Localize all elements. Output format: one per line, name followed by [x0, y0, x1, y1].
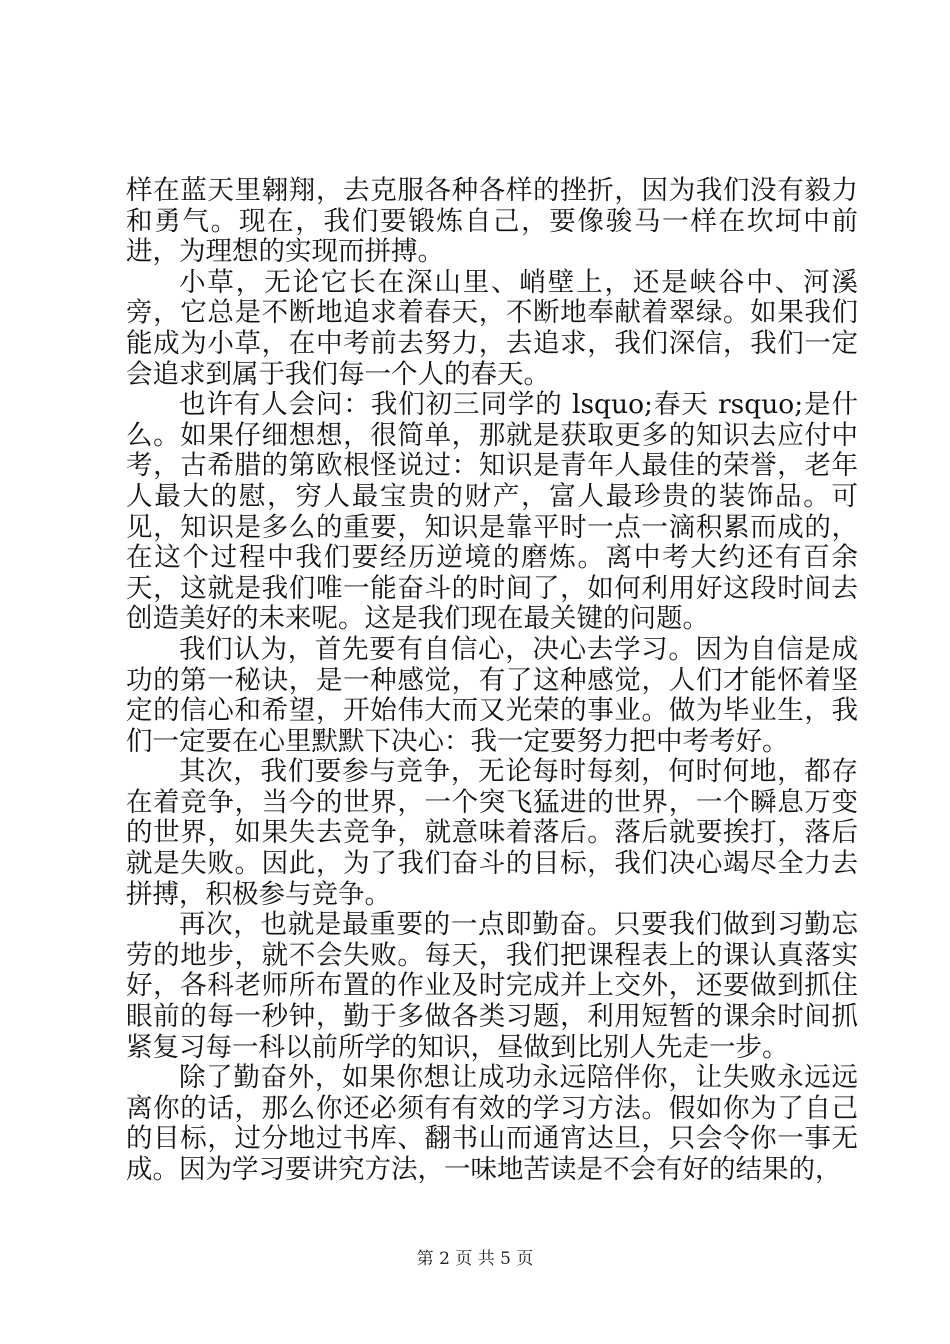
paragraph: 我们认为，首先要有自信心，决心去学习。因为自信是成功的第一秘诀，是一种感觉，有了这种感觉，人们才能怀着坚定的信心和希望，开始伟大而又光荣的事业。做为毕业生，我们一定要在心里默默下决心：我一定要努力把中考考好。	[126, 633, 858, 757]
page-number-footer: 第 2 页 共 5 页	[416, 1249, 534, 1269]
paragraph: 小草，无论它长在深山里、峭壁上，还是峡谷中、河溪旁，它总是不断地追求着春天，不断地奉献着翠绿。如果我们能成为小草，在中考前去努力，去追求，我们深信，我们一定会追求到属于我们每一个人的春天。	[126, 266, 858, 390]
paragraph: 除了勤奋外，如果你想让成功永远陪伴你，让失败永远远离你的话，那么你还必须有有效的学习方法。假如你为了自己的目标，过分地过书库、翻书山而通宵达旦，只会令你一事无成。因为学习要讲究方法，一味地苦读是不会有好的结果的，	[126, 1062, 858, 1185]
document-body	[126, 176, 858, 1186]
paragraph: 其次，我们要参与竞争，无论每时每刻，何时何地，都存在着竞争，当今的世界，一个突飞猛进的世界，一个瞬息万变的世界，如果失去竞争，就意味着落后。落后就要挨打，落后就是失败。因此，为了我们奋斗的目标，我们决心竭尽全力去拼搏，积极参与竞争。	[126, 756, 858, 910]
paragraph-continued: 样在蓝天里翱翔，去克服各种各样的挫折，因为我们没有毅力和勇气。现在，我们要锻炼自己，要像骏马一样在坎坷中前进，为理想的实现而拼搏。	[126, 175, 858, 268]
paragraph: 再次，也就是最重要的一点即勤奋。只要我们做到习勤忘劳的地步，就不会失败。每天，我们把课程表上的课认真落实好，各科老师所布置的作业及时完成并上交外，还要做到抓住眼前的每一秒钟，勤于多做各类习题，利用短暂的课余时间抓紧复习每一科以前所学的知识，昼做到比别人先走一步。	[126, 909, 858, 1063]
paragraph: 也许有人会问：我们初三同学的 lsquo;春天 rsquo;是什么。如果仔细想想，很简单，那就是获取更多的知识去应付中考，古希腊的第欧根怪说过：知识是青年人最佳的荣誉，老年人最大的慰，穷人最宝贵的财产，富人最珍贵的装饰品。可见，知识是多么的重要，知识是靠平时一点一滴积累而成的，在这个过程中我们要经历逆境的磨炼。离中考大约还有百余天，这就是我们唯一能奋斗的时间了，如何利用好这段时间去创造美好的未来呢。这是我们现在最关键的问题。	[126, 389, 858, 635]
